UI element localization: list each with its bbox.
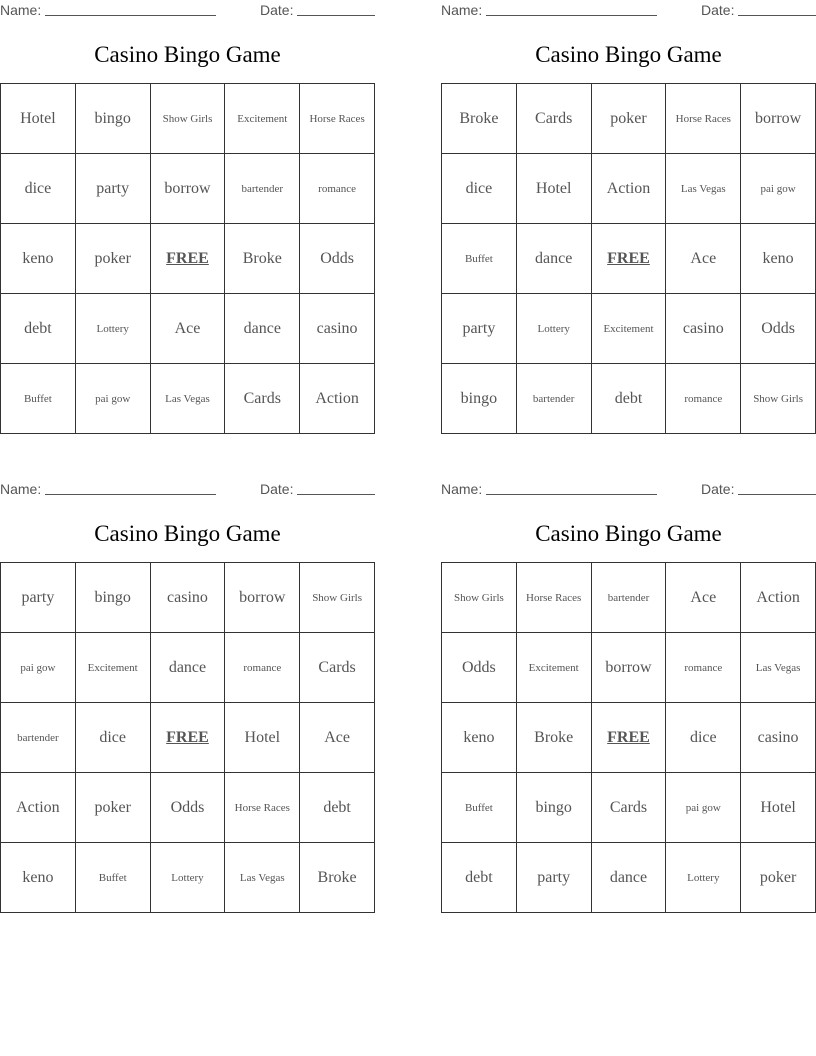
bingo-cell[interactable]: party [75,154,150,224]
date-field[interactable] [701,481,816,497]
bingo-cell[interactable]: Hotel [225,703,300,773]
bingo-row [1,294,375,364]
bingo-cell[interactable]: Broke [516,703,591,773]
bingo-cell[interactable]: Show Girls [300,563,375,633]
name-label: Name: [441,2,483,18]
date-blank-line[interactable] [738,481,816,495]
bingo-row [442,364,816,434]
bingo-cell[interactable]: Ace [150,294,225,364]
bingo-cell[interactable]: Hotel [741,773,816,843]
bingo-cell[interactable]: poker [591,84,666,154]
bingo-row [1,843,375,913]
bingo-cell[interactable]: Excitement [591,294,666,364]
bingo-cell[interactable]: romance [666,364,741,434]
bingo-row [1,224,375,294]
bingo-grid [441,83,816,434]
date-field[interactable] [260,481,375,497]
bingo-cell[interactable]: Cards [591,773,666,843]
bingo-cell[interactable]: Las Vegas [741,633,816,703]
name-blank-line[interactable] [486,2,657,16]
name-date-header [0,481,375,497]
bingo-cell[interactable]: Odds [741,294,816,364]
bingo-cell[interactable]: casino [666,294,741,364]
bingo-cell[interactable]: party [1,563,76,633]
bingo-row [1,773,375,843]
card-title: Casino Bingo Game [535,521,722,546]
bingo-cell[interactable]: Odds [300,224,375,294]
bingo-cell[interactable]: pai gow [1,633,76,703]
bingo-cell[interactable]: dance [225,294,300,364]
bingo-cell[interactable]: bartender [1,703,76,773]
bingo-cell[interactable]: pai gow [75,364,150,434]
name-date-header [441,481,816,497]
name-blank-line[interactable] [45,481,216,495]
card-title: Casino Bingo Game [535,42,722,67]
date-label: Date: [260,2,294,18]
bingo-cell[interactable]: Ace [666,224,741,294]
bingo-card [441,479,816,913]
bingo-cell[interactable]: casino [150,563,225,633]
bingo-cell[interactable]: keno [741,224,816,294]
name-date-header [0,2,375,18]
date-field[interactable] [260,2,375,18]
bingo-cell[interactable]: bingo [75,563,150,633]
bingo-cell[interactable]: borrow [591,633,666,703]
free-space-cell[interactable]: FREE [591,224,666,294]
bingo-row [442,633,816,703]
bingo-cell[interactable]: Excitement [516,633,591,703]
bingo-cell[interactable]: pai gow [666,773,741,843]
bingo-cell[interactable]: Show Girls [741,364,816,434]
bingo-cell[interactable]: debt [1,294,76,364]
name-field[interactable] [441,2,657,18]
bingo-cell[interactable]: party [442,294,517,364]
bingo-cell[interactable]: dance [150,633,225,703]
card-title: Casino Bingo Game [94,42,281,67]
bingo-cell[interactable]: Buffet [1,364,76,434]
bingo-cell[interactable]: Broke [300,843,375,913]
name-field[interactable] [0,481,216,497]
bingo-cell[interactable]: Buffet [442,773,517,843]
card-title: Casino Bingo Game [94,521,281,546]
date-blank-line[interactable] [297,2,375,16]
bingo-cell[interactable]: keno [1,224,76,294]
bingo-cell[interactable]: Horse Races [225,773,300,843]
bingo-cell[interactable]: bartender [591,563,666,633]
bingo-cell[interactable]: romance [666,633,741,703]
bingo-cell[interactable]: debt [300,773,375,843]
bingo-cell[interactable]: romance [300,154,375,224]
name-blank-line[interactable] [486,481,657,495]
name-blank-line[interactable] [45,2,216,16]
bingo-cell[interactable]: bartender [225,154,300,224]
bingo-cell[interactable]: debt [442,843,517,913]
bingo-row [1,633,375,703]
bingo-cell[interactable]: poker [741,843,816,913]
bingo-row [442,154,816,224]
bingo-row [442,224,816,294]
date-blank-line[interactable] [297,481,375,495]
bingo-cell[interactable]: Lottery [150,843,225,913]
free-space-cell[interactable]: FREE [591,703,666,773]
bingo-row [442,703,816,773]
bingo-grid [0,83,375,434]
bingo-cell[interactable]: Action [591,154,666,224]
bingo-card [0,479,375,913]
free-space-cell[interactable]: FREE [150,224,225,294]
bingo-cell[interactable]: Ace [666,563,741,633]
bingo-cell[interactable]: Excitement [225,84,300,154]
bingo-cell[interactable]: Show Girls [442,563,517,633]
bingo-cell[interactable]: borrow [225,563,300,633]
bingo-row [442,84,816,154]
bingo-cell[interactable]: Lottery [75,294,150,364]
bingo-cell[interactable]: casino [741,703,816,773]
date-label: Date: [701,481,735,497]
date-field[interactable] [701,2,816,18]
bingo-cell[interactable]: Lottery [516,294,591,364]
bingo-cell[interactable]: Las Vegas [150,364,225,434]
bingo-cell[interactable]: Cards [300,633,375,703]
bingo-cell[interactable]: Horse Races [300,84,375,154]
bingo-cell[interactable]: Las Vegas [225,843,300,913]
bingo-cell[interactable]: keno [1,843,76,913]
bingo-cell[interactable]: borrow [741,84,816,154]
bingo-cell[interactable]: Buffet [75,843,150,913]
bingo-cell[interactable]: dice [442,154,517,224]
name-field[interactable] [0,2,216,18]
bingo-cell[interactable]: Action [300,364,375,434]
free-space-cell[interactable]: FREE [150,703,225,773]
name-field[interactable] [441,481,657,497]
bingo-cell[interactable]: Action [741,563,816,633]
bingo-card [0,0,375,434]
bingo-cell[interactable]: dice [75,703,150,773]
bingo-cell[interactable]: dice [666,703,741,773]
bingo-cell[interactable]: Cards [516,84,591,154]
bingo-row [1,84,375,154]
bingo-cell[interactable]: poker [75,224,150,294]
name-label: Name: [441,481,483,497]
bingo-cell[interactable]: Broke [442,84,517,154]
bingo-row [442,563,816,633]
bingo-cell[interactable]: Ace [300,703,375,773]
bingo-cell[interactable]: Broke [225,224,300,294]
bingo-row [1,364,375,434]
bingo-cell[interactable]: Excitement [75,633,150,703]
bingo-row [442,843,816,913]
bingo-cell[interactable]: Cards [225,364,300,434]
bingo-cell[interactable]: bingo [516,773,591,843]
date-blank-line[interactable] [738,2,816,16]
bingo-cell[interactable]: borrow [150,154,225,224]
bingo-cell[interactable]: Lottery [666,843,741,913]
bingo-cell[interactable]: pai gow [741,154,816,224]
bingo-cell[interactable]: Horse Races [516,563,591,633]
name-label: Name: [0,2,42,18]
bingo-card [441,0,816,434]
bingo-row [1,563,375,633]
bingo-cell[interactable]: dance [591,843,666,913]
bingo-grid [0,562,375,913]
bingo-cell[interactable]: Buffet [442,224,517,294]
bingo-row [442,294,816,364]
bingo-cell[interactable]: poker [75,773,150,843]
bingo-cell[interactable]: Action [1,773,76,843]
bingo-cell[interactable]: romance [225,633,300,703]
bingo-cell[interactable]: Las Vegas [666,154,741,224]
bingo-cell[interactable]: party [516,843,591,913]
bingo-row [1,703,375,773]
bingo-cell[interactable]: Show Girls [150,84,225,154]
bingo-row [1,154,375,224]
bingo-cell[interactable]: debt [591,364,666,434]
bingo-cell[interactable]: bingo [75,84,150,154]
bingo-cell[interactable]: Hotel [516,154,591,224]
bingo-cell[interactable]: casino [300,294,375,364]
bingo-cell[interactable]: Horse Races [666,84,741,154]
bingo-cell[interactable]: Hotel [1,84,76,154]
date-label: Date: [701,2,735,18]
name-date-header [441,2,816,18]
bingo-cell[interactable]: Odds [442,633,517,703]
date-label: Date: [260,481,294,497]
bingo-cell[interactable]: keno [442,703,517,773]
bingo-cell[interactable]: dance [516,224,591,294]
bingo-grid [441,562,816,913]
bingo-cell[interactable]: dice [1,154,76,224]
bingo-cell[interactable]: bartender [516,364,591,434]
bingo-cell[interactable]: Odds [150,773,225,843]
bingo-row [442,773,816,843]
name-label: Name: [0,481,42,497]
bingo-cell[interactable]: bingo [442,364,517,434]
